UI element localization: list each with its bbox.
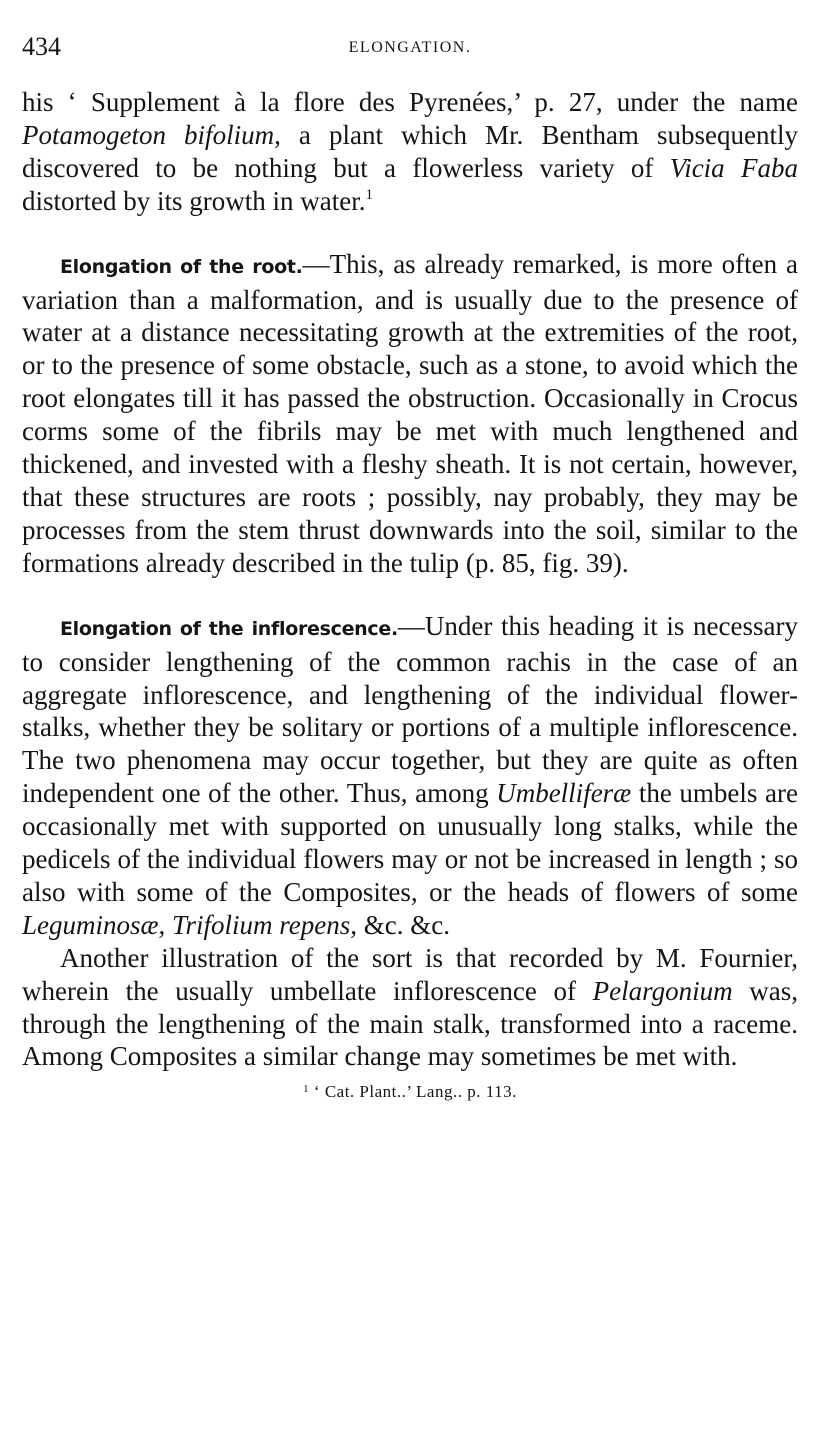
text-run: Another illustration of the sort is that recorded by M. Fournier, wherein the usually umbellate inflorescence of: [22, 942, 798, 1006]
paragraph-another: [22, 942, 798, 1074]
running-title: ELONGATION.: [348, 39, 472, 56]
text-run: distorted by its growth in water.: [22, 185, 366, 216]
section-heading-inflorescence: Elongation of the inflorescence.: [60, 617, 398, 640]
book-page: [22, 30, 798, 1120]
italic-run: Pelargonium: [592, 975, 733, 1006]
footnote: [22, 1081, 798, 1103]
text-run: the umbels are occasionally met with supported on unusually long stalks, while the pedicels of the individual flowers may or not be increased in length ; so also with some of the Composites, or the heads of flowers of some: [22, 778, 798, 907]
paragraph-root: [22, 248, 798, 580]
text-run: &c. &c.: [357, 909, 451, 940]
text-run: his ‘ Supplement à la flore des Pyrenées,’ p. 27, under the name: [22, 87, 798, 117]
italic-run: Vicia Faba: [669, 152, 798, 183]
text-run: a plant which Mr. Bentham subsequently discovered to be nothing but a flowerless variety of: [22, 119, 799, 183]
text-run: was, through the lengthening of the main stalk, transformed into a raceme. Among Composites a similar change may sometimes be met with.: [22, 975, 798, 1072]
running-head: [22, 30, 798, 66]
paragraph-continuation: [22, 86, 798, 218]
page-number: 434: [22, 32, 61, 61]
text-run: —This, as already remarked, is more often a variation than a malformation, and is usually due to the presence of water at a distance necessitating growth at the extremities of the root, or to the presence of some obstacle, such as a stone, to avoid which the root elongates till it has passed the obstruction. Occasionally in Crocus corms some of the fibrils may be met with much lengthened and thickened, and invested with a fleshy sheath. It is not certain, however, that these structures are roots ; possibly, nay probably, they may be processes from the stem thrust downwards into the soil, similar to the formations already described in the tulip (p. 85, fig. 39).: [22, 248, 798, 578]
footnote-reference: 1: [365, 186, 373, 203]
text-run: —Under this heading it is necessary to consider lengthening of the common rachis in the case of an aggregate inflorescence, and lengthening of the individual flower-stalks, whether they be solitary or portions of a multiple inflorescence. The two phenomena may occur together, but they are quite as often independent one of the other. Thus, among: [22, 610, 798, 809]
section-heading-root: Elongation of the root.: [60, 255, 303, 278]
italic-run: Umbelliferæ: [496, 778, 632, 809]
italic-run: Potamogeton bifolium,: [22, 119, 281, 150]
footnote-marker: 1: [303, 1083, 310, 1096]
paragraph-inflorescence: [22, 610, 798, 942]
footnote-text: ‘ Cat. Plant..’ Lang.. p. 113.: [309, 1082, 517, 1102]
italic-run: Leguminosæ, Trifolium repens,: [22, 909, 358, 940]
